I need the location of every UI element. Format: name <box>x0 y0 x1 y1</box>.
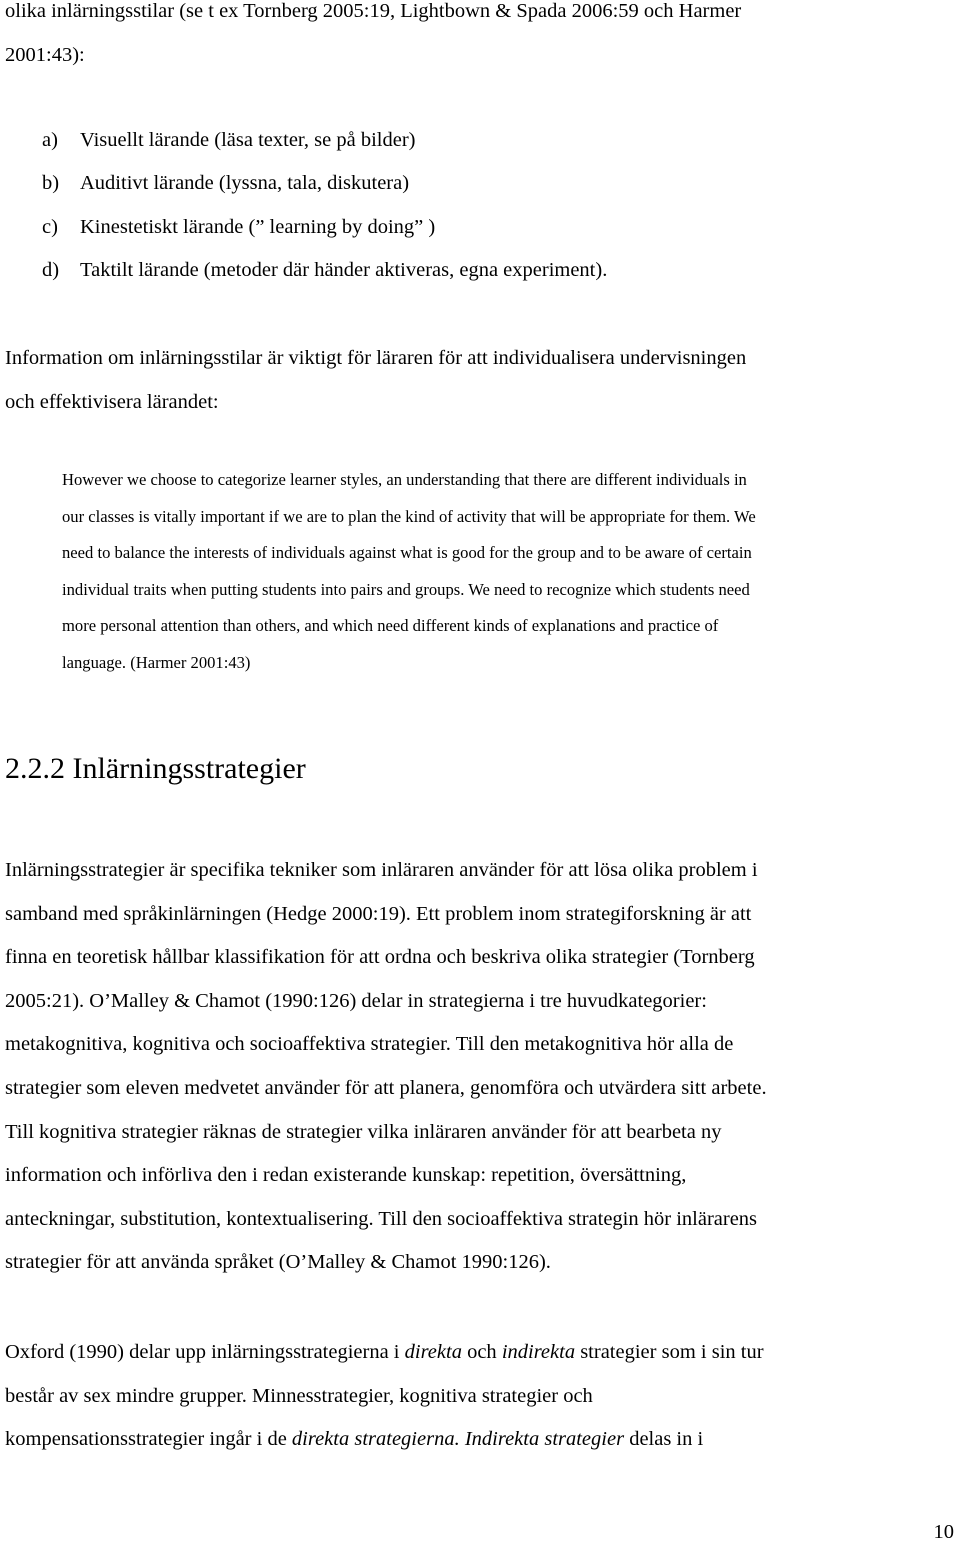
text-run: och <box>461 1341 502 1363</box>
list-marker: a) <box>42 129 58 151</box>
list-marker: c) <box>42 215 58 238</box>
italic-term: indirekta <box>501 1341 576 1363</box>
learning-styles-list <box>42 119 607 293</box>
text-run: Oxford (1990) delar upp inlärningsstrategierna i <box>5 1341 405 1363</box>
text-line: olika inlärningsstilar (se t ex Tornberg 2005:19, Lightbown & Spada 2006:59 och Harmer <box>5 0 742 22</box>
text-line: och effektivisera lärandet: <box>5 390 219 413</box>
text-line: består av sex mindre grupper. Minnesstrategier, kognitiva strategier och <box>5 1384 593 1407</box>
text-line: metakognitiva, kognitiva och socioaffektiva strategier. Till den metakognitiva hör alla de <box>5 1033 734 1056</box>
block-quote <box>62 462 947 681</box>
text-line: 2005:21). O’Malley & Chamot (1990:126) delar in strategierna i tre huvudkategorier: <box>5 989 707 1012</box>
text-line: Inlärningsstrategier är specifika tekniker som inläraren använder för att lösa olika problem i <box>5 859 758 881</box>
quote-line: individual traits when putting students into pairs and groups. We need to recognize which students need <box>62 579 750 599</box>
page-number: 10 <box>933 1521 954 1543</box>
info-paragraph <box>5 337 955 424</box>
italic-term: Indirekta strategier <box>464 1428 625 1451</box>
quote-line: However we choose to categorize learner styles, an understanding that there are different individuals in <box>62 470 747 489</box>
text-line: anteckningar, substitution, kontextualisering. Till den socioaffektiva strategin hör inlärarens <box>5 1207 758 1230</box>
strategies-paragraph <box>5 849 955 1285</box>
list-item-text: Auditivt lärande (lyssna, tala, diskutera) <box>80 172 410 195</box>
text-line: information och införliva den i redan existerande kunskap: repetition, översättning, <box>5 1164 687 1187</box>
quote-line: more personal attention than others, and which need different kinds of explanations and practice of <box>62 616 719 635</box>
text-line: Information om inlärningsstilar är viktigt för läraren för att individualisera undervisningen <box>5 347 747 369</box>
list-marker: b) <box>42 172 60 195</box>
text-run: kompensationsstrategier ingår i de <box>5 1428 292 1451</box>
text-line: samband med språkinlärningen (Hedge 2000:19). Ett problem inom strategiforskning är att <box>5 902 752 925</box>
quote-line: language. (Harmer 2001:43) <box>62 652 251 672</box>
list-item <box>42 119 607 162</box>
quote-line: our classes is vitally important if we are to plan the kind of activity that will be appropriate for them. We <box>62 506 756 526</box>
oxford-paragraph <box>5 1331 955 1462</box>
text-line: 2001:43): <box>5 43 85 66</box>
list-item-text: Kinestetiskt lärande (” learning by doing” ) <box>80 215 436 238</box>
text-line: finna en teoretisk hållbar klassifikation för att ordna och beskriva olika strategier (Tornberg <box>5 946 755 969</box>
text-line: strategier som eleven medvetet använder för att planera, genomföra och utvärdera sitt arbete. <box>5 1076 767 1099</box>
list-item-text: Visuellt lärande (läsa texter, se på bilder) <box>80 129 416 151</box>
text-run: strategier som i sin tur <box>575 1341 764 1363</box>
list-item-text: Taktilt lärande (metoder där händer aktiveras, egna experiment). <box>80 259 608 282</box>
text-line: Till kognitiva strategier räknas de strategier vilka inläraren använder för att bearbeta ny <box>5 1120 722 1143</box>
italic-term: direkta <box>404 1341 462 1363</box>
text-run: delas in i <box>624 1428 704 1451</box>
list-item <box>42 249 607 292</box>
text-line <box>5 1418 955 1462</box>
list-marker: d) <box>42 259 60 282</box>
text-line: strategier för att använda språket (O’Malley & Chamot 1990:126). <box>5 1251 551 1274</box>
list-item <box>42 162 607 205</box>
italic-term: direkta strategierna. <box>291 1428 460 1451</box>
section-heading: 2.2.2 Inlärningsstrategier <box>5 752 306 785</box>
text-line <box>5 1331 955 1375</box>
list-item <box>42 206 607 249</box>
intro-paragraph <box>5 0 955 77</box>
quote-line: need to balance the interests of individuals against what is good for the group and to be aware of certain <box>62 543 752 562</box>
